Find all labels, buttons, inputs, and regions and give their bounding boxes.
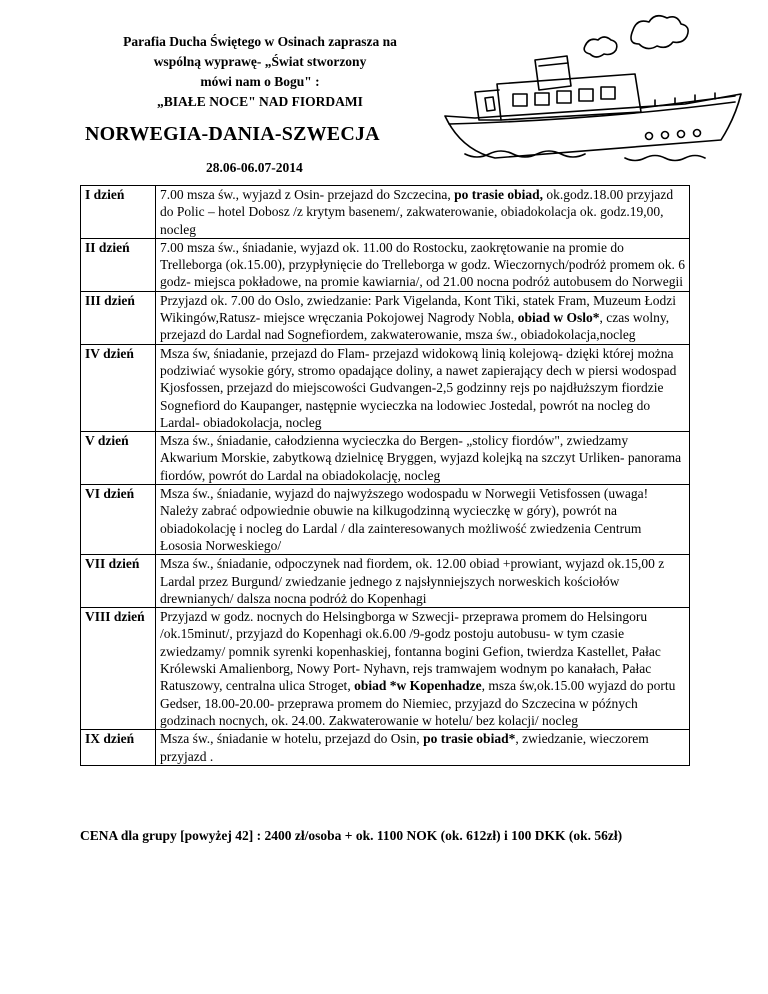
header-line: wspólną wyprawę- „Świat stworzony [153,54,367,69]
itinerary-row [81,432,690,485]
itinerary-text: Msza św., śniadanie, wyjazd do najwyższego wodospadu w Norwegii Vetisfossen (uwaga! Należy zabrać odpowiednie obuwie na kilkugodzinną wycieczkę w góry), powrót na obiadokolację i nocleg do Lardal / dla zainteresowanych możliwość zwiedzenia Centrum Łososia Norweskiego/ [160,486,649,553]
itinerary-day: IX dzień [81,730,156,766]
header-line: mówi nam o Bogu" : [200,74,320,89]
itinerary-text: Msza św, śniadanie, przejazd do Flam- przejazd widokową linią kolejową- dzięki której można podziwiać wysokie góry, stromo opadające doliny, a nawet zapierający dech w piersi wodospad Kjosfossen, przejazd do miejscowości Gudvangen-2,5 godzinny rejs po najdłuższym fiordzie Sognefiord do Kaupanger, następnie wycieczka na lodowiec Jostedal, powrót na nocleg do Lardal- obiadokolacja, nocleg [160,345,677,430]
itinerary-text: Przyjazd w godz. nocnych do Helsingborga w Szwecji- przeprawa promem do Helsingoru /ok.15minut/, przyjazd do Kopenhagi ok.6.00 /9-godz postoju autobusu- w tym czasie zwiedzamy/ pomnik syrenki kopenhaskiej, fontanna bogini Gefion, twierdza Kastellet, Pałac Królewski Amalienborg, Nowy Port- Nyhavn, rejs tramwajem wodnym po kanałach, Pałac Ratuszowy, centralna ulica Stroget, [160,609,661,694]
itinerary-highlight: po trasie obiad* [423,731,516,747]
itinerary-row [81,186,690,239]
itinerary-table [80,185,690,766]
itinerary-description [156,238,690,291]
header-line: Parafia Ducha Świętego w Osinach zaprasza na [123,34,397,49]
itinerary-description [156,608,690,730]
itinerary-description [156,432,690,485]
itinerary-day: II dzień [81,238,156,291]
itinerary-description [156,555,690,608]
itinerary-highlight: po trasie obiad, [454,187,544,202]
itinerary-row [81,608,690,730]
itinerary-row [81,344,690,431]
itinerary-description [156,730,690,766]
itinerary-day: V dzień [81,432,156,485]
itinerary-text: , czas wolny, przejazd do Lardal nad Sognefiordem, zakwaterowanie, msza św., obiadokolacja,nocleg [160,310,670,343]
itinerary-description [156,291,690,344]
itinerary-description [156,186,690,239]
itinerary-day: VIII dzień [81,608,156,730]
itinerary-highlight: obiad w Oslo* [517,310,600,326]
header-line: „BIAŁE NOCE" NAD FIORDAMI [157,94,363,109]
ship-drawing-icon [435,8,747,168]
itinerary-row [81,730,690,766]
itinerary-day: VII dzień [81,555,156,608]
itinerary-text: 7.00 msza św., wyjazd z Osin- przejazd do Szczecina, [160,187,455,202]
itinerary-description [156,344,690,431]
itinerary-text: Msza św., śniadanie w hotelu, przejazd do Osin, [160,731,424,747]
itinerary-row [81,555,690,608]
itinerary-row [81,485,690,555]
invitation-header [90,32,430,112]
itinerary-text: Msza św., śniadanie, odpoczynek nad fiordem, ok. 12.00 obiad +prowiant, wyjazd ok.15,00 z Lardal przez Burgund/ zwiedzanie jednego z najsłynniejszych norweskich kościołów drewnianych/ dalsza nocna podróż do Kopenhagi [160,556,665,606]
itinerary-row [81,238,690,291]
itinerary-day: III dzień [81,291,156,344]
itinerary-highlight: obiad *w Kopenhadze [354,678,482,694]
itinerary-text: , msza św,ok.15.00 wyjazd do portu Gedser, 18.00-20.00- przeprawa promem do Niemiec, przyjazd do Szczecina w późnych godzinach nocnych, ok. 24.00. Zakwaterowanie w hotelu/ bez kolacji/ nocleg [160,678,676,728]
itinerary-day: VI dzień [81,485,156,555]
trip-dates: 28.06-06.07-2014 [206,160,303,175]
itinerary-text: 7.00 msza św., śniadanie, wyjazd ok. 11.00 do Rostocku, zaokrętowanie na promie do Trelleborga (ok.15.00), przypłynięcie do Trelleborga w godz. Wieczornych/podróż promem ok. 6 godz- miejsca pokładowe, na promie kawiarnia/, od 21.00 nocna podróż autobusem do Norwegii [160,239,685,290]
itinerary-day: IV dzień [81,344,156,431]
itinerary-text: Przyjazd ok. 7.00 do Oslo, zwiedzanie: Park Vigelanda, Kont Tiki, statek Fram, Muzeum Łodzi Wikingów,Ratusz- miejsce wręczania Pokojowej Nagrody Nobla, [160,292,676,326]
trip-title: NORWEGIA-DANIA-SZWECJA [85,123,380,145]
itinerary-day: I dzień [81,186,156,239]
itinerary-text: ok.godz.18.00 przyjazd do Polic – hotel Dobosz /z krytym basenem/, zakwaterowanie, obiadokolacja ok. godz.19,00, nocleg [160,187,674,237]
price-info: CENA dla grupy [powyżej 42] : 2400 zł/osoba + ok. 1100 NOK (ok. 612zł) i 100 DKK (ok. 56zł) [80,828,623,843]
itinerary-description [156,485,690,555]
itinerary-text: , zwiedzanie, wieczorem przyjazd . [160,731,649,764]
itinerary-text: Msza św., śniadanie, całodzienna wycieczka do Bergen- „stolicy fiordów", zwiedzamy Akwarium Morskie, zabytkową dzielnicę Bryggen, wyjazd kolejką na szczyt Urliken- panorama fiordów, powrót do Lardal na obiadokolację, nocleg [160,433,682,483]
itinerary-row [81,291,690,344]
